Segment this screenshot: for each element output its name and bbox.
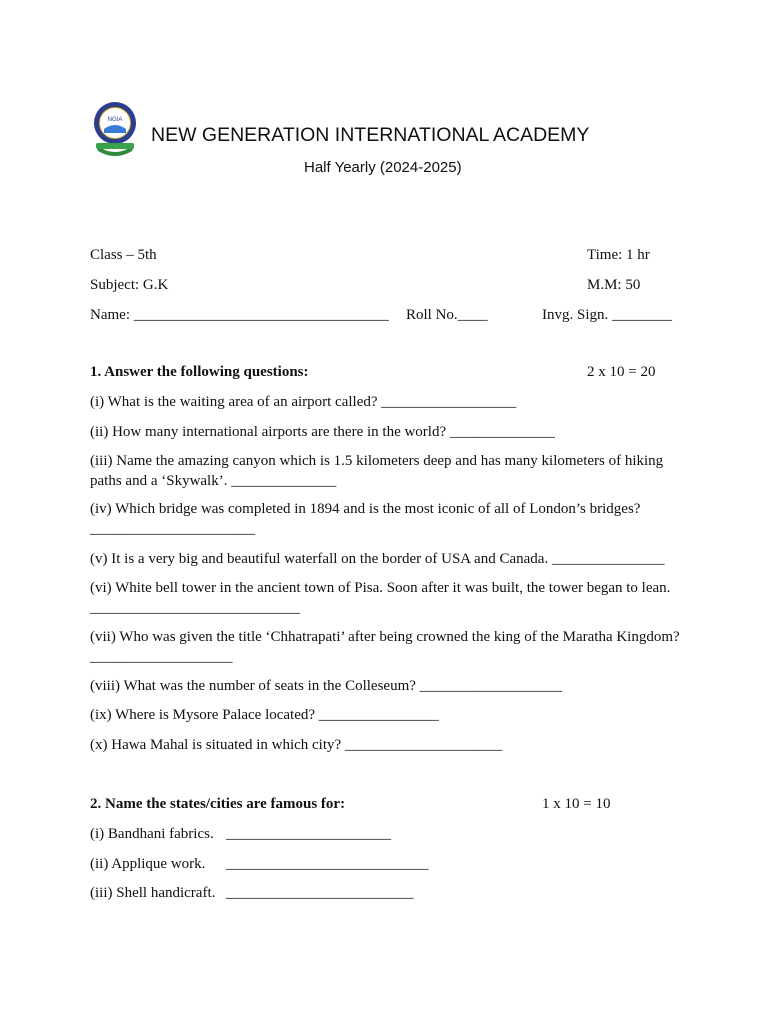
item-label: (iii) Shell handicraft. xyxy=(90,885,216,901)
item-label: (i) Bandhani fabrics. xyxy=(90,826,214,842)
school-logo xyxy=(92,99,138,157)
question-8: (viii) What was the number of seats in the Colleseum? ___________________ xyxy=(90,678,563,694)
max-marks-label: M.M: 50 xyxy=(587,277,641,293)
question-2: (ii) How many international airports are there in the world? ______________ xyxy=(90,424,555,440)
section2-heading: 2. Name the states/cities are famous for: xyxy=(90,796,346,812)
class-label: Class – 5th xyxy=(90,247,157,263)
invigilator-sign-field: Invg. Sign. ________ xyxy=(542,307,673,323)
question-5: (v) It is a very big and beautiful waterfall on the border of USA and Canada. _______________ xyxy=(90,551,665,567)
question-7: (vii) Who was given the title ‘Chhatrapati’ after being crowned the king of the Maratha Kingdom? ___________________ xyxy=(90,629,680,665)
section1-heading: 1. Answer the following questions: xyxy=(90,364,309,380)
question-10: (x) Hawa Mahal is situated in which city? _____________________ xyxy=(90,737,503,753)
school-name: NEW GENERATION INTERNATIONAL ACADEMY xyxy=(151,124,590,146)
question-1: (i) What is the waiting area of an airport called? __________________ xyxy=(90,394,517,410)
section2-marks: 1 x 10 = 10 xyxy=(542,796,611,812)
item-blank: ______________________ xyxy=(226,826,391,842)
roll-field: Roll No.____ xyxy=(406,307,488,323)
time-label: Time: 1 hr xyxy=(587,247,650,263)
question-9: (ix) Where is Mysore Palace located? ________________ xyxy=(90,707,439,723)
item-blank: ___________________________ xyxy=(226,856,429,872)
exam-title: Half Yearly (2024-2025) xyxy=(304,159,462,176)
question-4: (iv) Which bridge was completed in 1894 and is the most iconic of all of London’s bridges? ______________________ xyxy=(90,501,641,537)
subject-label: Subject: G.K xyxy=(90,277,169,293)
item-blank: _________________________ xyxy=(226,885,414,901)
svg-text:NGIA: NGIA xyxy=(107,117,123,123)
section1-marks: 2 x 10 = 20 xyxy=(587,364,656,380)
name-field: Name: __________________________________ xyxy=(90,307,389,323)
question-3: (iii) Name the amazing canyon which is 1.5 kilometers deep and has many kilometers of hiking paths and a ‘Skywalk’. ______________ xyxy=(90,453,664,489)
question-6: (vi) White bell tower in the ancient town of Pisa. Soon after it was built, the tower began to lean. ____________________________ xyxy=(90,580,671,616)
item-label: (ii) Applique work. xyxy=(90,856,206,872)
